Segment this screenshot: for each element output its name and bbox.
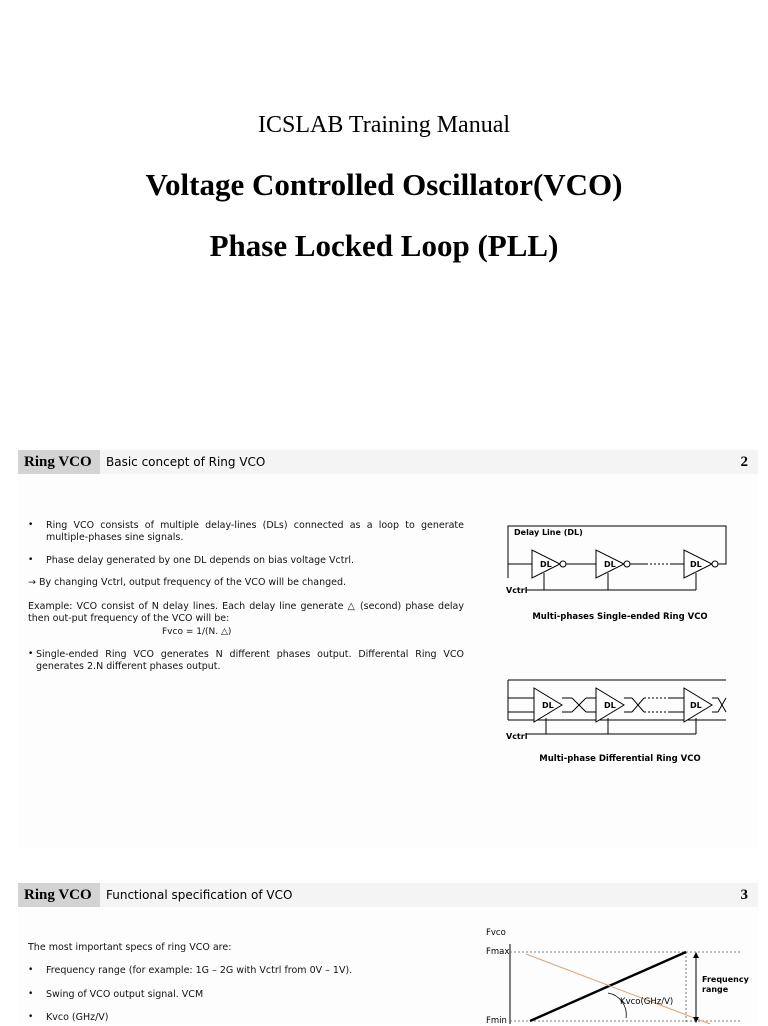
slide-3-intro: The most important specs of ring VCO are:	[28, 942, 232, 953]
slide-2-para-3: → By changing Vctrl, output frequency of the VCO will be changed.	[28, 577, 347, 588]
cover-title-vco: Voltage Controlled Oscillator(VCO)	[145, 167, 623, 202]
cover-title-pll: Phase Locked Loop (PLL)	[209, 228, 559, 263]
dl-cell-label: DL	[604, 701, 616, 710]
spec-item: Kvco (GHz/V)	[46, 1012, 109, 1023]
dl-cell-label: DL	[690, 701, 702, 710]
manual-subtitle: ICSLAB Training Manual	[257, 112, 511, 138]
tangent-line	[526, 954, 710, 1024]
kvco-slope-label: Kvco(GHz/V)	[620, 997, 674, 1007]
slide-2-title: Basic concept of Ring VCO	[106, 455, 266, 469]
slide-3-page-number: 3	[740, 887, 748, 903]
slide-2-para-2: Phase delay generated by one DL depends on bias voltage Vctrl.	[46, 555, 355, 566]
slide-2-para-1: Ring VCO consists of multiple delay-lines (DLs) connected as a loop to generate multiple-phases sine signals.	[46, 520, 464, 543]
spec-item: Frequency range (for example: 1G – 2G with Vctrl from 0V – 1V).	[46, 965, 353, 976]
dl-cell-label: DL	[540, 560, 552, 569]
fmax-label: Fmax	[486, 947, 510, 957]
differential-ring-vco-diagram	[500, 676, 740, 746]
fmin-label: Fmin	[486, 1016, 507, 1026]
bullet-icon: •	[28, 649, 34, 659]
dl-cell-label: DL	[690, 560, 702, 569]
frequency-range-label: Frequency range	[702, 975, 749, 994]
vco-curve-line	[530, 952, 686, 1021]
slide-2-tag: Ring VCO	[18, 450, 100, 474]
fvco-axis-label: Fvco	[486, 928, 506, 938]
vco-frequency-formula: Fvco = 1/(N. △)	[162, 627, 232, 637]
differential-caption: Multi-phase Differential Ring VCO	[539, 754, 701, 764]
bullet-icon: •	[28, 520, 34, 530]
bullet-icon: •	[28, 989, 34, 999]
vctrl-label: Vctrl	[506, 586, 528, 595]
bullet-icon: •	[28, 555, 34, 565]
slide-2-para-5: Single-ended Ring VCO generates N different phases output. Differental Ring VCO generates 2.N different phases output.	[36, 649, 464, 672]
bullet-icon: •	[28, 965, 34, 975]
spec-item: Swing of VCO output signal. VCM	[46, 989, 204, 1000]
slide-3-title: Functional specification of VCO	[106, 888, 293, 902]
slide-3-tag: Ring VCO	[18, 883, 100, 907]
dl-cell-label: DL	[542, 701, 554, 710]
single-ended-caption: Multi-phases Single-ended Ring VCO	[532, 612, 708, 622]
slide-2	[18, 448, 758, 848]
slide-2-para-4: Example: VCO consist of N delay lines. Each delay line generate △ (second) phase delay then out-put frequency of the VCO will be:	[28, 601, 464, 624]
dl-cell-label: DL	[604, 560, 616, 569]
slide-2-page-number: 2	[740, 454, 748, 470]
vctrl-label: Vctrl	[506, 732, 528, 741]
bullet-icon: •	[28, 1012, 34, 1022]
delay-line-label: Delay Line (DL)	[514, 528, 583, 537]
